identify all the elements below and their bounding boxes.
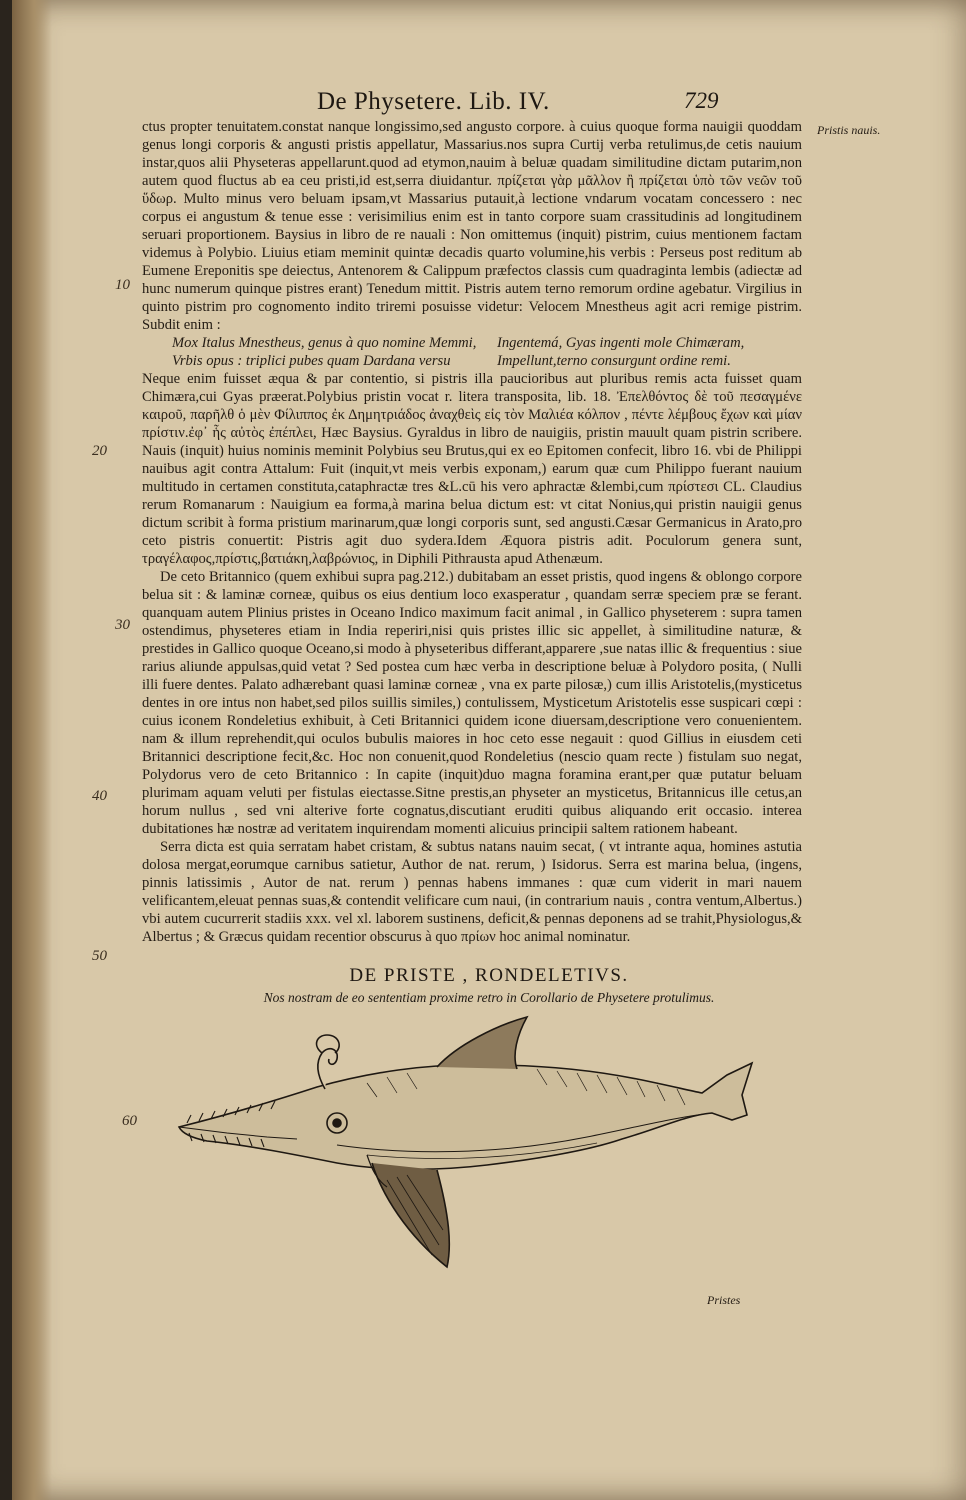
line-number: 50 (92, 948, 107, 964)
line-number: 20 (92, 443, 107, 459)
verse-line: Mox Italus Mnestheus, genus à quo nomine Memmi, (172, 335, 477, 351)
section-note: Nos nostram de eo sententiam proxime retro in Corollario de Physetere protulimus. (263, 990, 715, 1005)
verse-line: Ingentemá, Gyas ingenti mole Chimæram, (497, 335, 745, 351)
book-page (12, 0, 966, 1500)
verse-line: Impellunt,terno consurgunt ordine remi. (497, 353, 731, 369)
figure-label: Pristes (707, 1293, 741, 1307)
paragraph: ctus propter tenuitatem.constat nanque longissimo,sed angusto corpore. à cuius quoque forma nauigii quoddam genus longi corporis & angusti pristis appellatur, Massarius.nos supra Curtij verba retulimus,de cetis nauium instar,quos alii Physeteras appellarunt.quod ad etymon,nauim à beluæ quadam similitudine dictam putarim,non autem quod fluctus ab ea ceu pristi,id est,serra diuidantur. πρίζεται γὰρ μᾶλλον ἢ πρίζεται ὑπὸ τῶν νεῶν τοῦ ὕδωρ. Multo minus vero beluam ipsam,vt Massarius putauit,à lectione vndarum vocatam concessero : nec corpus ei angustum & tenue esse : verisimilius enim est in tanto corpore suam crassitudinis ad longitudinem seruari proportionem. Baysius in libro de re nauali : Non omittemus (inquit) pistrim, cuius mentionem factam videmus à Polybio. Liuius etiam meminit quintæ decadis quarto volumine,his verbis : Perseus post reditum ab Eumene Ereponitis spe deiectus, Antenorem & Calippum præfectos classis cum quadraginta lembis (adiectæ ad hunc numerum quinque pistres erant) Tenedum mittit. Pistris autem terno remorum ordine agebatur. Virgilius in quinto pistrim pro cognomento indito triremi posuisse videtur: Velocem Mnestheus agit acri remige pistrim. Subdit enim : (142, 119, 802, 333)
line-number: 10 (115, 277, 130, 293)
margin-note: Pristis nauis. (817, 123, 881, 137)
book-gutter (12, 0, 52, 1500)
paragraph: Neque enim fuisset æqua & par contentio, si pistris illa paucioribus aut pluribus remis acta fuisset quam Chimæra,cui Gyas præerat.Polybius pristin vocat r. litera transposita, lib. 18. Ἐπελθόντος δὲ τοῦ πεσαγμένε καιροῦ, παρῆλθ ὁ μὲν Φίλιππος ἐκ Δημητριάδος ἀναχθεὶς εἰς τὸν Μαλιέα κόλπον , πέντε λέμβους ἔχων καὶ μίαν πρίστιν.ἐφ᾽ ἧς αὐτὸς ἐπέπλει, Hæc Baysius. Gyraldus in libro de nauigiis, pristin mauult quam pistrin scribere. Nauis (inquit) huius nominis meminit Polybius seu Brutus,qui ex eo Epitomen confecit, libro 16. vbi de Philippi nauibus agit contra Attalum: Fuit (inquit,vt meis verbis exponam,) earum quæ cum Philippo fuerant nauium multitudo in certamen constituta,cataphractæ tres &L.cū his vero aphractæ &lembi,cum πρίστεσι CL. Claudius rerum Romanarum : Nauigium ea forma,à marina belua dictum est: vt citat Nonius,qui pristin nauigii genus dictum scribit à forma pristium marinarum,quæ longi corporis sunt, sed angusti.Cæsar Germanicus in Arato,pro ceto pistris conuertit: Pistris agit duo sydera.Idem Æquora pistris adit. Poculorum genera sunt, τραγέλαφος,πρίστις,βατιάκη,λαβρώνιος, in Diphili Pithrausta apud Athenæum. (142, 371, 802, 567)
section-title: DE PRISTE , RONDELETIVS. (349, 965, 629, 986)
line-number: 40 (92, 788, 107, 804)
pristes-woodcut-illustration (167, 1005, 767, 1290)
page-number: 729 (684, 88, 719, 113)
verse-quotation (142, 334, 802, 370)
line-number: 60 (122, 1113, 137, 1129)
body-text (142, 118, 802, 946)
paragraph: Serra dicta est quia serratam habet cristam, & subtus natans nauim secat, ( vt intrante aqua, homines astutia dolosa mergat,eorumque carnibus satietur, Author de nat. rerum, ) Isidorus. Serra est marina belua, (ingens, pinnis latissimis , Autor de nat. rerum ) pennas habens immanes : quæ cum viderit in mari nauem velificantem,eleuat pennas suas,& contendit velificare cum naui, (in contrarium nauis , contra ventum,Albertus.) vbi autem cucurrerit stadiis xxx. vel xl. laborem sustinens, deficit,& pennas deponens ad se trahit,Physiologus,& Albertus ; & Græcus quidam recentior obscurus à quo πρίων hoc animal nominatur. (142, 839, 802, 945)
verse-line: Vrbis opus : triplici pubes quam Dardana versu (172, 353, 451, 369)
line-number: 30 (115, 617, 130, 633)
paragraph: De ceto Britannico (quem exhibui supra pag.212.) dubitabam an esset pristis, quod ingens & oblongo corpore belua sit : & laminæ corneæ, quibus os eius dentium loco exasperatur , quandam serræ speciem præ se ferant. quanquam autem Plinius pristes in Oceano Indico maximum facit animal , in Gallico physeterem : supra tamen ostendimus, physeteres etiam in India reperiri,nisi quis pristes illic sic appellet, à similitudine naturæ, & prestides in Gallico quoque Oceano,si modo à physeteribus differant,apparere ,sue natas illic & frequentius : siue rarius aliunde appulsas,quid vetat ? Sed postea cum hæc verba in descriptione beluæ à Polydoro posita, ( Nulli illi fuere dentes. Palato adhærebant quasi laminæ corneæ , vna ex parte pilosæ,) cum illis Aristotelis,(mysticetus dentes in ore intus non habet,sed pilos suillis similes,) contulissem, Mysticetum Aristotelis esse suspicari cœpi : cuius iconem Rondeletius exhibuit, à Ceti Britannici quidem icone diuersam,descriptione vero conuenientem. nam & illum reprehendit,qui oculos bubulis maiores in hoc ceto esse negauit : quod Gillius in eiusdem ceti Britannici descriptione fecit,&c. Hoc non conuenit,quod Rondeletius (nescio quam recte ) fistulam suo negat, Polydorus vero de ceto Britannico : In capite (inquit)duo magna foramina erant,per quæ putatur beluam plurimam aquam veluti per fistulas eiectasse.Sitne prestis,an physeter an mysticetus, Britannicus ille cetus,an horum nullus , sed vni alterive forte cognatus,discutiant eruditi quibus aliquando erit occasio. interea dubitationes hæ nostræ ad veritatem inquirendam momenti alicuius principii saltem rationem habeant. (142, 569, 802, 837)
running-head: De Physetere. Lib. IV. (317, 88, 550, 115)
